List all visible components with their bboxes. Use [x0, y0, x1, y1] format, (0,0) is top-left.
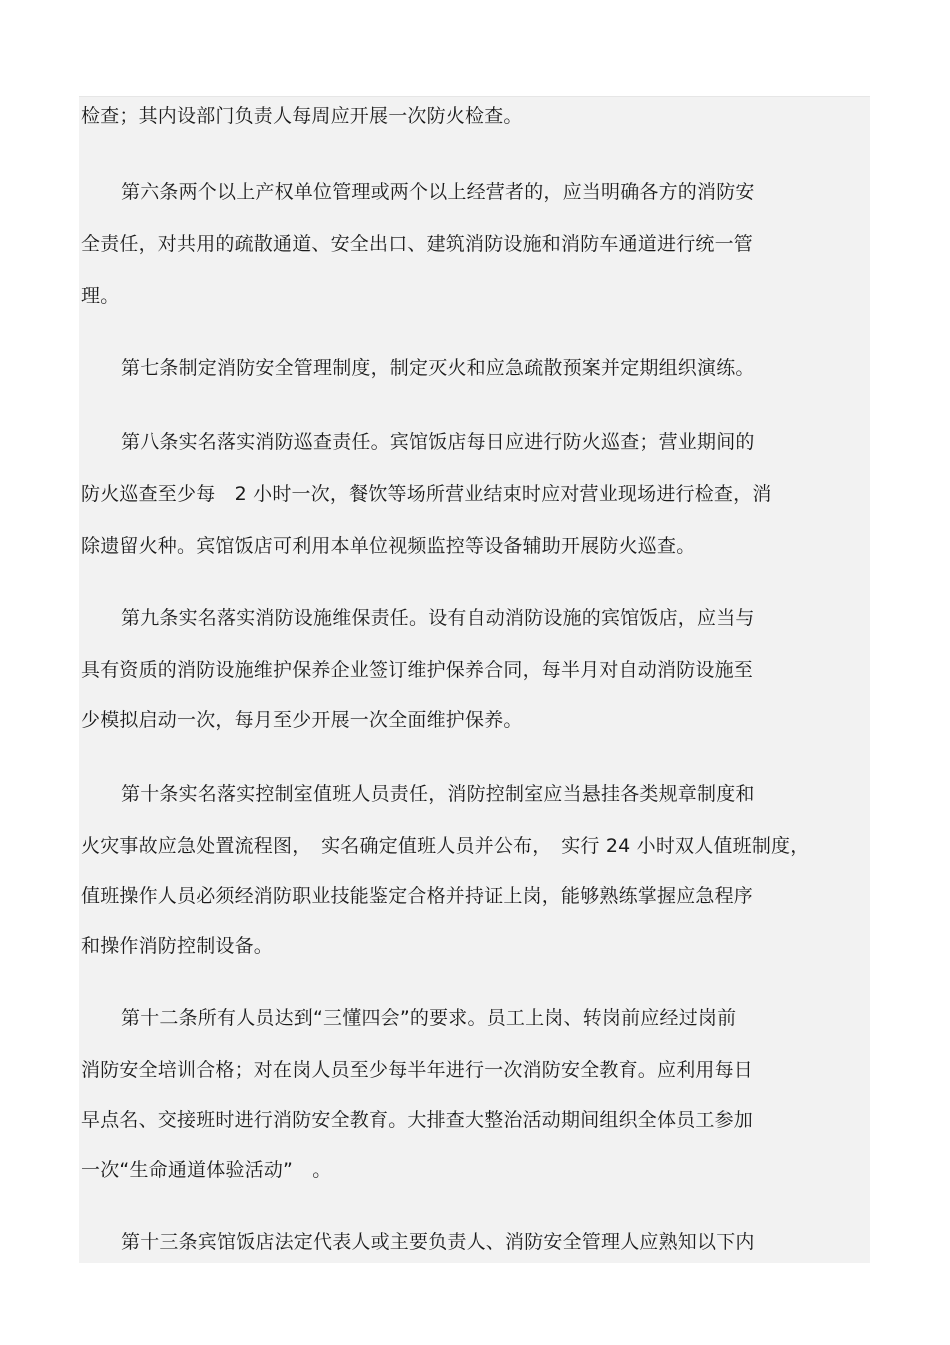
article-9-line-3: 少模拟启动一次，每月至少开展一次全面维护保养。	[81, 709, 523, 731]
article-12-line-3: 早点名、交接班时进行消防安全教育。大排查大整治活动期间组织全体员工参加	[81, 1109, 754, 1131]
article-12-line-1: 第十二条所有人员达到“三懂四会”的要求。员工上岗、转岗前应经过岗前	[121, 1007, 737, 1029]
article-12-line-4: 一次“生命通道体验活动” 。	[81, 1159, 332, 1181]
article-7-line-1: 第七条制定消防安全管理制度，制定灭火和应急疏散预案并定期组织演练。	[121, 357, 755, 379]
article-8-line-2: 防火巡查至少每 2 小时一次，餐饮等场所营业结束时应对营业现场进行检查，消	[81, 483, 772, 505]
text-line: 检查；其内设部门负责人每周应开展一次防火检查。	[81, 105, 523, 127]
article-8-line-1: 第八条实名落实消防巡查责任。宾馆饭店每日应进行防火巡查；营业期间的	[121, 431, 755, 453]
article-6-line-2: 全责任，对共用的疏散通道、安全出口、建筑消防设施和消防车通道进行统一管	[81, 233, 754, 255]
article-10-line-1: 第十条实名落实控制室值班人员责任，消防控制室应当悬挂各类规章制度和	[121, 783, 755, 805]
article-9-line-2: 具有资质的消防设施维护保养企业签订维护保养合同，每半月对自动消防设施至	[81, 659, 754, 681]
article-10-line-4: 和操作消防控制设备。	[81, 935, 274, 957]
article-13-line-1: 第十三条宾馆饭店法定代表人或主要负责人、消防安全管理人应熟知以下内	[121, 1231, 755, 1253]
article-9-line-1: 第九条实名落实消防设施维保责任。设有自动消防设施的宾馆饭店，应当与	[121, 607, 755, 629]
article-12-line-2: 消防安全培训合格；对在岗人员至少每半年进行一次消防安全教育。应利用每日	[81, 1059, 754, 1081]
article-8-line-3: 除遗留火种。宾馆饭店可利用本单位视频监控等设备辅助开展防火巡查。	[81, 535, 696, 557]
article-6-line-3: 理。	[81, 285, 120, 307]
article-10-line-2: 火灾事故应急处置流程图， 实名确定值班人员并公布， 实行 24 小时双人值班制度，	[81, 835, 810, 857]
article-10-line-3: 值班操作人员必须经消防职业技能鉴定合格并持证上岗，能够熟练掌握应急程序	[81, 885, 754, 907]
article-6-line-1: 第六条两个以上产权单位管理或两个以上经营者的，应当明确各方的消防安	[121, 181, 755, 203]
